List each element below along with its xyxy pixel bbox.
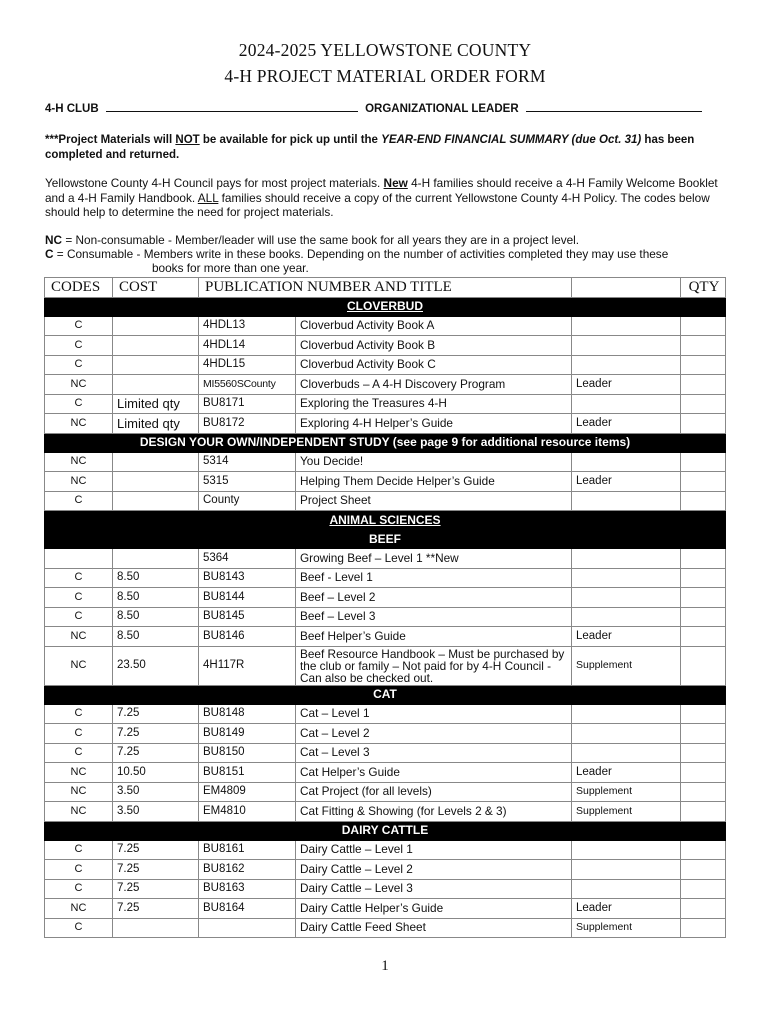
intro-paragraph (45, 176, 735, 220)
cost-cell (113, 336, 199, 356)
publication-title-cell: Cat Project (for all levels) (296, 782, 572, 802)
section-dairy-cattle (45, 821, 726, 840)
code-cell: C (45, 316, 113, 336)
legend-c-code: C (45, 247, 54, 261)
code-cell: C (45, 918, 113, 938)
role-cell (572, 355, 681, 375)
code-cell: NC (45, 472, 113, 492)
club-label: 4-H CLUB (45, 103, 99, 115)
qty-input-cell[interactable] (681, 743, 726, 763)
code-cell: NC (45, 763, 113, 783)
code-cell: C (45, 743, 113, 763)
publication-title-cell: Cloverbud Activity Book A (296, 316, 572, 336)
section-title: DESIGN YOUR OWN/INDEPENDENT STUDY (see page 9 for additional resource items) (139, 435, 631, 449)
table-row (45, 918, 726, 938)
table-header-row (45, 278, 726, 298)
club-name-blank[interactable] (106, 101, 358, 112)
intro-text-3: families should receive a copy of the current Yellowstone County 4-H Policy. The codes below should help to determine the need for project materials. (45, 190, 710, 219)
table-row (45, 879, 726, 899)
publication-number-cell: EM4810 (199, 802, 296, 822)
code-cell: NC (45, 414, 113, 434)
publication-number-cell: BU8150 (199, 743, 296, 763)
cost-cell: 7.25 (113, 840, 199, 860)
qty-input-cell[interactable] (681, 704, 726, 724)
legend-c-text-2: books for more than one year. (152, 261, 309, 275)
table-row (45, 452, 726, 472)
qty-input-cell[interactable] (681, 375, 726, 395)
section-title: BEEF (368, 531, 401, 546)
qty-input-cell[interactable] (681, 452, 726, 472)
table-row (45, 607, 726, 627)
club-leader-line (45, 101, 735, 115)
table-row (45, 763, 726, 783)
publication-number-cell: BU8151 (199, 763, 296, 783)
publication-number-cell: BU8144 (199, 588, 296, 608)
intro-text-2: 4-H families should receive a 4-H Family Welcome Booklet and a 4-H Family Handbook. (45, 176, 718, 205)
role-header (572, 278, 681, 298)
section-design-your-own (45, 433, 726, 452)
cost-cell (113, 316, 199, 336)
role-cell: Leader (572, 414, 681, 434)
table-row (45, 627, 726, 647)
qty-input-cell[interactable] (681, 588, 726, 608)
code-cell: NC (45, 802, 113, 822)
publication-number-cell: MI5560SCounty (199, 375, 296, 395)
cost-cell (113, 375, 199, 395)
intro-new: New (383, 176, 408, 190)
notice-text-2: be available for pick up until the (199, 134, 382, 146)
publication-title-cell: Dairy Cattle – Level 1 (296, 840, 572, 860)
publication-title-cell: Cloverbuds – A 4-H Discovery Program (296, 375, 572, 395)
codes-header: CODES (45, 278, 113, 298)
publication-number-cell: 5364 (199, 549, 296, 569)
section-title: CLOVERBUD (346, 299, 423, 313)
table-row (45, 840, 726, 860)
table-row (45, 568, 726, 588)
qty-input-cell[interactable] (681, 355, 726, 375)
page-number: 1 (381, 958, 389, 974)
code-cell: NC (45, 375, 113, 395)
cost-cell: 8.50 (113, 588, 199, 608)
cost-cell: 7.25 (113, 724, 199, 744)
code-cell (45, 549, 113, 569)
table-row (45, 802, 726, 822)
publication-title-cell: Project Sheet (296, 491, 572, 511)
role-cell (572, 743, 681, 763)
role-cell (572, 588, 681, 608)
qty-input-cell[interactable] (681, 414, 726, 434)
publication-number-cell: 4HDL13 (199, 316, 296, 336)
publication-title-cell: Dairy Cattle Helper’s Guide (296, 899, 572, 919)
cost-cell: 8.50 (113, 607, 199, 627)
role-cell (572, 879, 681, 899)
cost-cell: Limited qty (113, 414, 199, 434)
pickup-notice (45, 133, 725, 163)
role-cell (572, 568, 681, 588)
publication-title-cell: Cloverbud Activity Book B (296, 336, 572, 356)
code-cell: C (45, 840, 113, 860)
publication-number-cell: 4HDL15 (199, 355, 296, 375)
section-cat (45, 685, 726, 704)
table-row (45, 375, 726, 395)
publication-title-cell: Cat Helper’s Guide (296, 763, 572, 783)
code-legend (45, 233, 735, 275)
publication-number-cell: BU8163 (199, 879, 296, 899)
publication-title-cell: Cat Fitting & Showing (for Levels 2 & 3) (296, 802, 572, 822)
publication-number-cell (199, 918, 296, 938)
qty-input-cell[interactable] (681, 782, 726, 802)
cost-cell: 7.25 (113, 860, 199, 880)
qty-input-cell[interactable] (681, 802, 726, 822)
table-row (45, 549, 726, 569)
table-row (45, 394, 726, 414)
cost-cell (113, 472, 199, 492)
notice-text-1: ***Project Materials will (45, 134, 176, 146)
role-cell: Leader (572, 375, 681, 395)
role-cell: Leader (572, 899, 681, 919)
section-title: ANIMAL SCIENCES (329, 512, 441, 527)
publication-number-cell: BU8146 (199, 627, 296, 647)
qty-input-cell[interactable] (681, 568, 726, 588)
form-title-line1: 2024-2025 YELLOWSTONE COUNTY (238, 40, 532, 60)
code-cell: NC (45, 646, 113, 685)
qty-input-cell[interactable] (681, 607, 726, 627)
table-row (45, 743, 726, 763)
table-row (45, 472, 726, 492)
publication-number-cell: BU8172 (199, 414, 296, 434)
publication-title-cell: Cat – Level 1 (296, 704, 572, 724)
publication-title-cell: Cloverbud Activity Book C (296, 355, 572, 375)
legend-nc-code: NC (45, 233, 63, 247)
role-cell: Supplement (572, 802, 681, 822)
table-row (45, 414, 726, 434)
publication-number-cell: 4H117R (199, 646, 296, 685)
publication-title-cell: You Decide! (296, 452, 572, 472)
legend-nc-text: = Non-consumable - Member/leader will use the same book for all years they are in a project level. (62, 233, 580, 247)
qty-input-cell[interactable] (681, 724, 726, 744)
code-cell: C (45, 724, 113, 744)
publication-title-cell: Exploring 4-H Helper’s Guide (296, 414, 572, 434)
code-cell: C (45, 394, 113, 414)
role-cell: Supplement (572, 918, 681, 938)
role-cell (572, 491, 681, 511)
cost-cell: 3.50 (113, 782, 199, 802)
qty-header: QTY (681, 278, 726, 298)
publication-title-cell: Beef - Level 1 (296, 568, 572, 588)
notice-text-3: has been completed and returned. (45, 134, 695, 161)
publication-title-cell: Dairy Cattle Feed Sheet (296, 918, 572, 938)
section-title: CAT (373, 687, 397, 701)
code-cell: C (45, 491, 113, 511)
cost-cell: 7.25 (113, 743, 199, 763)
cost-cell: 8.50 (113, 568, 199, 588)
cost-cell: 10.50 (113, 763, 199, 783)
cost-cell (113, 549, 199, 569)
publication-number-cell: BU8161 (199, 840, 296, 860)
table-row (45, 588, 726, 608)
role-cell: Leader (572, 763, 681, 783)
role-cell (572, 549, 681, 569)
role-cell (572, 336, 681, 356)
qty-input-cell[interactable] (681, 336, 726, 356)
cost-cell (113, 491, 199, 511)
publication-number-cell: 5315 (199, 472, 296, 492)
publication-number-cell: BU8145 (199, 607, 296, 627)
code-cell: NC (45, 452, 113, 472)
role-cell (572, 860, 681, 880)
publication-number-cell: BU8148 (199, 704, 296, 724)
role-cell (572, 452, 681, 472)
role-cell: Leader (572, 472, 681, 492)
organizational-leader-blank[interactable] (526, 101, 702, 112)
table-row (45, 704, 726, 724)
publication-title-cell: Beef Helper’s Guide (296, 627, 572, 647)
role-cell (572, 394, 681, 414)
publication-number-cell: BU8143 (199, 568, 296, 588)
publication-number-cell: 5314 (199, 452, 296, 472)
code-cell: NC (45, 627, 113, 647)
table-row (45, 336, 726, 356)
code-cell: C (45, 607, 113, 627)
qty-input-cell[interactable] (681, 763, 726, 783)
cost-cell: 8.50 (113, 627, 199, 647)
role-cell (572, 704, 681, 724)
legend-c-text: = Consumable - Members write in these books. Depending on the number of activities completed they may use these (53, 247, 669, 261)
cost-cell (113, 452, 199, 472)
section-beef (45, 530, 726, 549)
qty-input-cell[interactable] (681, 899, 726, 919)
qty-input-cell[interactable] (681, 840, 726, 860)
qty-input-cell[interactable] (681, 860, 726, 880)
cost-cell: 3.50 (113, 802, 199, 822)
qty-input-cell[interactable] (681, 316, 726, 336)
code-cell: NC (45, 899, 113, 919)
publication-title-cell: Dairy Cattle – Level 3 (296, 879, 572, 899)
notice-not: NOT (175, 134, 200, 146)
form-title-line2: 4-H PROJECT MATERIAL ORDER FORM (224, 66, 546, 86)
publication-title-cell: Beef – Level 2 (296, 588, 572, 608)
order-table (44, 277, 726, 938)
qty-input-cell[interactable] (681, 918, 726, 938)
publication-number-cell: BU8171 (199, 394, 296, 414)
publication-number-cell: County (199, 491, 296, 511)
publication-title-cell: Dairy Cattle – Level 2 (296, 860, 572, 880)
role-cell (572, 607, 681, 627)
publication-title-cell: Beef – Level 3 (296, 607, 572, 627)
table-row (45, 860, 726, 880)
publication-number-cell: BU8149 (199, 724, 296, 744)
code-cell: C (45, 568, 113, 588)
code-cell: C (45, 879, 113, 899)
table-row (45, 355, 726, 375)
cost-cell: 7.25 (113, 899, 199, 919)
section-title: DAIRY CATTLE (341, 823, 429, 837)
table-row (45, 646, 726, 685)
role-cell (572, 316, 681, 336)
code-cell: NC (45, 782, 113, 802)
qty-input-cell[interactable] (681, 627, 726, 647)
code-cell: C (45, 704, 113, 724)
cost-header: COST (113, 278, 199, 298)
publication-number-cell: BU8164 (199, 899, 296, 919)
table-row (45, 724, 726, 744)
table-row (45, 491, 726, 511)
qty-input-cell[interactable] (681, 549, 726, 569)
cost-cell (113, 355, 199, 375)
table-row (45, 782, 726, 802)
qty-input-cell[interactable] (681, 879, 726, 899)
publication-number-cell: BU8162 (199, 860, 296, 880)
code-cell: C (45, 355, 113, 375)
section-animal-sciences (45, 511, 726, 530)
table-row (45, 899, 726, 919)
intro-text-1: Yellowstone County 4-H Council pays for most project materials. (45, 176, 384, 190)
code-cell: C (45, 860, 113, 880)
cost-cell: 7.25 (113, 879, 199, 899)
role-cell (572, 724, 681, 744)
publication-title-cell: Helping Them Decide Helper’s Guide (296, 472, 572, 492)
role-cell (572, 840, 681, 860)
publication-title-cell: Cat – Level 3 (296, 743, 572, 763)
code-cell: C (45, 336, 113, 356)
role-cell: Supplement (572, 646, 681, 685)
cost-cell (113, 918, 199, 938)
cost-cell: Limited qty (113, 394, 199, 414)
table-row (45, 316, 726, 336)
qty-input-cell[interactable] (681, 472, 726, 492)
role-cell: Supplement (572, 782, 681, 802)
publication-title-cell: Beef Resource Handbook – Must be purchased by the club or family – Not paid for by 4-H Council - Can also be checked out. (296, 646, 572, 685)
cost-cell: 7.25 (113, 704, 199, 724)
intro-all: ALL (197, 190, 219, 205)
qty-input-cell[interactable] (681, 394, 726, 414)
section-cloverbud (45, 297, 726, 316)
organizational-leader-label: ORGANIZATIONAL LEADER (365, 103, 519, 115)
publication-number-cell: 4HDL14 (199, 336, 296, 356)
cost-cell: 23.50 (113, 646, 199, 685)
publication-number-cell: EM4809 (199, 782, 296, 802)
code-cell: C (45, 588, 113, 608)
qty-input-cell[interactable] (681, 491, 726, 511)
publication-title-cell: Cat – Level 2 (296, 724, 572, 744)
role-cell: Leader (572, 627, 681, 647)
publication-title-cell: Exploring the Treasures 4-H (296, 394, 572, 414)
notice-summary: YEAR-END FINANCIAL SUMMARY (due Oct. 31) (381, 134, 642, 146)
qty-input-cell[interactable] (681, 646, 726, 685)
publication-title-cell: Growing Beef – Level 1 **New (296, 549, 572, 569)
publication-header: PUBLICATION NUMBER AND TITLE (199, 278, 572, 298)
